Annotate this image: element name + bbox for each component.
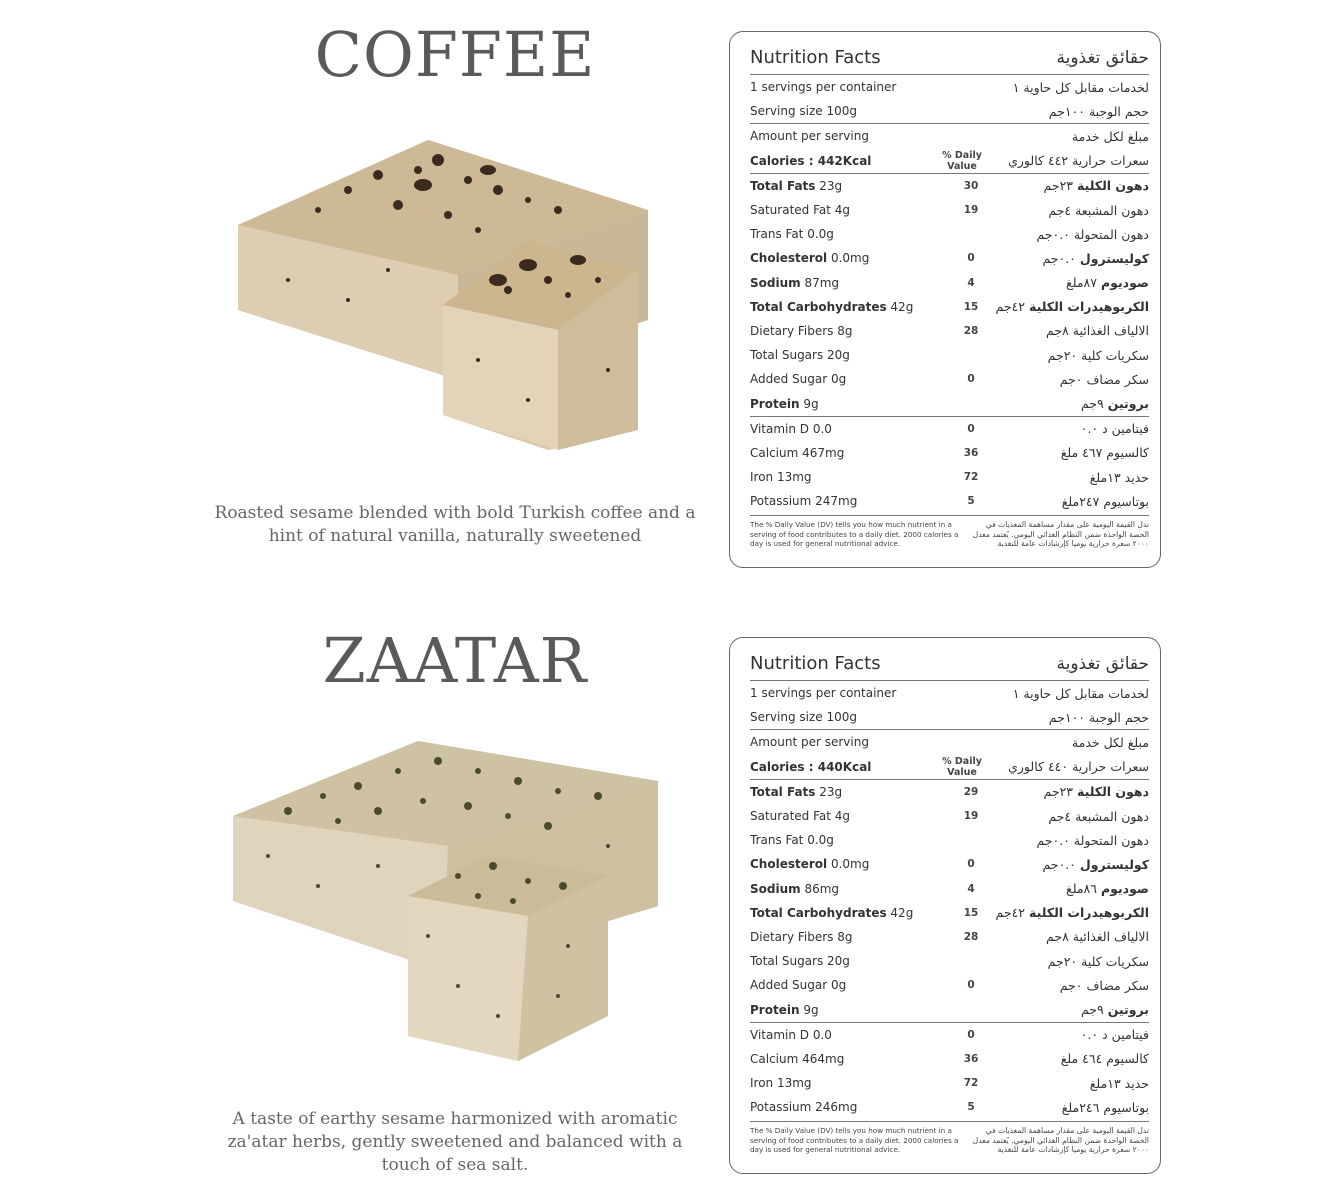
product-title: COFFEE (314, 18, 596, 91)
nutrient-value-ar: سكريات كلية ٢٠جم (1047, 953, 1149, 969)
nutrition-facts-panel (729, 31, 1161, 568)
daily-value: 36 (963, 446, 979, 459)
mineral-row (750, 1071, 1149, 1095)
daily-value: 15 (963, 300, 979, 313)
mineral-row (750, 489, 1149, 513)
daily-value: 0 (967, 373, 975, 386)
nutrient-name-en (750, 397, 819, 411)
serving-size-en: Serving size 100g (750, 104, 858, 119)
nutrient-row (750, 391, 1149, 415)
nutrient-value-en: Saturated Fat 4g (750, 809, 851, 824)
footnote-ar: تدل القيمة اليومية على مقدار مساهمة المغذيات في الحصة الواحدة ضمن النظام الغذائي اليومي. يُعتمد معدل ٢٠٠٠ سعرة حرارية يوميا كإرشادات عامة للتغذية (972, 1126, 1149, 1155)
nutrient-name-en (750, 882, 839, 896)
mineral-name-ar: فيتامين د ٠.٠ (1080, 1027, 1149, 1043)
nutrient-row (750, 901, 1149, 925)
nutrient-label-en: Sodium (750, 881, 801, 896)
nutrient-rows (750, 173, 1149, 416)
amount-row (750, 123, 1149, 148)
nutrient-value-en: 0.0mg (827, 857, 870, 872)
product-section-zaatar (0, 606, 1333, 1200)
nutrient-label-en: Protein (750, 396, 800, 411)
daily-value: 0 (967, 858, 975, 871)
nutrient-row (750, 877, 1149, 901)
nutrient-label-en: Protein (750, 1002, 800, 1017)
nutrient-value-ar: دهون المتحولة ٠.٠جم (1036, 226, 1149, 242)
nutrient-value-ar: ٢٣جم (1043, 178, 1078, 194)
nutrient-row (750, 852, 1149, 876)
nutrient-name-ar (1036, 227, 1149, 242)
mineral-row (750, 441, 1149, 465)
serving-size-ar: حجم الوجبة ١٠٠جم (1048, 709, 1149, 725)
mineral-row (750, 1095, 1149, 1119)
servings-row (750, 681, 1149, 705)
daily-value: 0 (967, 252, 975, 265)
mineral-name-ar: كالسيوم ٤٦٧ ملغ (1060, 445, 1149, 461)
nutrient-value-en: Total Sugars 20g (750, 348, 850, 363)
nutrient-value-ar: ٤٢جم (995, 299, 1030, 315)
nutrition-title-ar: حقائق تغذوية (1056, 48, 1149, 68)
nutrient-value-ar: ٠.٠جم (1042, 250, 1080, 266)
mineral-row (750, 1047, 1149, 1071)
nutrient-name-en (750, 276, 839, 290)
nutrient-row (750, 973, 1149, 997)
nutrient-row (750, 997, 1149, 1021)
mineral-row (750, 465, 1149, 489)
nutrient-value-en: 87mg (800, 275, 840, 290)
nutrient-label-ar: الكربوهيدرات الكلية (1029, 905, 1149, 921)
nutrient-value-en: Trans Fat 0.0g (750, 833, 834, 848)
nutrient-name-en (750, 809, 850, 823)
nutrient-name-ar (1048, 809, 1149, 824)
daily-value: 19 (963, 204, 979, 217)
nutrient-row (750, 173, 1149, 198)
nutrient-value-en: 23g (815, 178, 843, 193)
nutrient-name-en (750, 203, 850, 217)
nutrient-name-ar (1036, 833, 1149, 848)
nutrient-value-ar: ٨٦ملغ (1066, 881, 1101, 897)
nutrient-name-ar (1048, 348, 1149, 363)
nutrient-value-en: Total Sugars 20g (750, 954, 850, 969)
nutrient-name-en (750, 300, 913, 314)
nutrient-row (750, 779, 1149, 804)
nutrient-row (750, 828, 1149, 852)
daily-value: 36 (963, 1052, 979, 1065)
product-intro (200, 0, 710, 600)
nutrient-name-en (750, 785, 842, 799)
nutrition-header (750, 32, 1149, 75)
nutrient-name-ar (1046, 929, 1149, 944)
servings-row (750, 75, 1149, 99)
nutrient-row (750, 367, 1149, 391)
daily-value-header: % Daily Value (942, 149, 982, 172)
nutrient-label-ar: كوليسترول (1079, 856, 1149, 872)
daily-value: 4 (967, 882, 975, 895)
nutrient-name-ar (1048, 203, 1149, 218)
nutrient-name-en (750, 251, 869, 265)
mineral-name-en: Vitamin D 0.0 (750, 421, 832, 436)
nutrient-name-en (750, 833, 834, 847)
nutrient-name-ar (1044, 178, 1149, 193)
nutrient-rows (750, 779, 1149, 1022)
nutrient-value-en: 0.0mg (827, 251, 870, 266)
daily-value: 72 (963, 1077, 979, 1090)
serving-size-row (750, 99, 1149, 123)
nutrition-title-en: Nutrition Facts (750, 47, 881, 68)
mineral-name-en: Iron 13mg (750, 1076, 812, 1091)
nutrient-name-ar (1060, 978, 1149, 993)
amount-ar: مبلغ لكل خدمة (1071, 128, 1149, 144)
nutrient-name-ar (1046, 323, 1149, 338)
nutrient-value-en: 9g (799, 1002, 819, 1017)
nutrient-value-ar: ٨٧ملغ (1066, 275, 1101, 291)
calories-row (750, 755, 1149, 779)
mineral-name-en: Potassium 247mg (750, 494, 858, 509)
nutrient-label-ar: بروتين (1107, 396, 1149, 412)
nutrient-row (750, 198, 1149, 222)
nutrient-name-ar (1044, 784, 1149, 799)
daily-value: 30 (963, 179, 979, 192)
daily-value: 29 (963, 785, 979, 798)
nutrition-header (750, 638, 1149, 681)
nutrient-name-ar (1066, 881, 1149, 896)
daily-value-header: % Daily Value (942, 755, 982, 778)
nutrition-facts-panel (729, 637, 1161, 1174)
daily-value: 5 (967, 495, 975, 508)
nutrient-label-ar: كوليسترول (1079, 250, 1149, 266)
nutrient-row (750, 319, 1149, 343)
nutrient-name-ar (1060, 372, 1149, 387)
daily-value: 72 (963, 471, 979, 484)
daily-value: 4 (967, 276, 975, 289)
nutrient-label-ar: صوديوم (1100, 275, 1149, 291)
nutrient-label-en: Total Carbohydrates (750, 299, 887, 314)
nutrient-name-ar (1066, 275, 1149, 290)
nutrient-value-en: 86mg (800, 881, 840, 896)
nutrient-name-ar (1042, 857, 1149, 872)
daily-value: 0 (967, 979, 975, 992)
nutrient-name-en (750, 348, 850, 362)
nutrition-title-ar: حقائق تغذوية (1056, 654, 1149, 674)
nutrient-label-ar: دهون الكلية (1077, 178, 1149, 194)
nutrient-name-en (750, 1003, 819, 1017)
mineral-name-ar: حديد ١٣ملغ (1089, 469, 1149, 485)
amount-ar: مبلغ لكل خدمة (1071, 734, 1149, 750)
nutrient-value-en: Saturated Fat 4g (750, 203, 851, 218)
nutrient-value-en: Trans Fat 0.0g (750, 227, 834, 242)
nutrition-footnote (750, 515, 1149, 549)
nutrient-label-en: Cholesterol (750, 251, 828, 266)
servings-en: 1 servings per container (750, 686, 897, 701)
servings-en: 1 servings per container (750, 80, 897, 95)
nutrient-value-ar: الالياف الغذائية ٨جم (1046, 323, 1149, 339)
mineral-name-en: Calcium 464mg (750, 1051, 845, 1066)
amount-en: Amount per serving (750, 735, 869, 750)
nutrient-name-ar (1081, 396, 1149, 411)
nutrient-value-ar: الالياف الغذائية ٨جم (1046, 929, 1149, 945)
nutrient-value-ar: ٢٣جم (1043, 784, 1078, 800)
daily-value: 15 (963, 906, 979, 919)
nutrient-value-ar: سكريات كلية ٢٠جم (1047, 347, 1149, 363)
footnote-ar: تدل القيمة اليومية على مقدار مساهمة المغذيات في الحصة الواحدة ضمن النظام الغذائي اليومي. يُعتمد معدل ٢٠٠٠ سعرة حرارية يوميا كإرشادات عامة للتغذية (972, 520, 1149, 549)
nutrient-value-ar: سكر مضاف ٠جم (1059, 371, 1149, 387)
nutrient-value-ar: دهون المتحولة ٠.٠جم (1036, 832, 1149, 848)
nutrient-name-ar (1048, 954, 1149, 969)
servings-ar: لخدمات مقابل كل حاوية ١ (1012, 685, 1149, 701)
serving-size-row (750, 705, 1149, 729)
calories-row (750, 149, 1149, 173)
nutrient-value-en: 9g (799, 396, 819, 411)
nutrient-row (750, 222, 1149, 246)
halawa-coffee-image (228, 130, 678, 460)
nutrient-value-ar: دهون المشبعة ٤جم (1048, 202, 1149, 218)
nutrient-row (750, 246, 1149, 270)
daily-value: 0 (967, 422, 975, 435)
nutrient-label-en: Cholesterol (750, 857, 828, 872)
amount-row (750, 729, 1149, 754)
calories-ar: سعرات حرارية ٤٤٢ كالوري (1008, 153, 1149, 169)
mineral-row (750, 1022, 1149, 1047)
nutrient-name-ar (996, 299, 1149, 314)
nutrient-label-ar: بروتين (1107, 1002, 1149, 1018)
nutrient-name-en (750, 906, 913, 920)
nutrient-label-en: Total Carbohydrates (750, 905, 887, 920)
nutrient-label-en: Sodium (750, 275, 801, 290)
nutrient-name-en (750, 857, 869, 871)
daily-value: 0 (967, 1028, 975, 1041)
nutrient-row (750, 949, 1149, 973)
nutrient-name-ar (1042, 251, 1149, 266)
nutrient-label-en: Total Fats (750, 784, 816, 799)
mineral-name-en: Potassium 246mg (750, 1100, 858, 1115)
serving-size-ar: حجم الوجبة ١٠٠جم (1048, 103, 1149, 119)
nutrient-row (750, 925, 1149, 949)
nutrient-row (750, 271, 1149, 295)
daily-value: 19 (963, 810, 979, 823)
mineral-name-en: Vitamin D 0.0 (750, 1027, 832, 1042)
mineral-row (750, 416, 1149, 441)
servings-ar: لخدمات مقابل كل حاوية ١ (1012, 79, 1149, 95)
nutrient-value-en: 42g (886, 905, 914, 920)
nutrient-label-ar: صوديوم (1100, 881, 1149, 897)
halawa-zaatar-image (228, 736, 678, 1066)
nutrient-value-ar: ٤٢جم (995, 905, 1030, 921)
mineral-name-ar: كالسيوم ٤٦٤ ملغ (1060, 1051, 1149, 1067)
serving-size-en: Serving size 100g (750, 710, 858, 725)
product-title: ZAATAR (322, 624, 588, 697)
daily-value: 28 (963, 930, 979, 943)
calories-en: Calories : 442Kcal (750, 153, 872, 168)
nutrient-value-en: Dietary Fibers 8g (750, 929, 853, 944)
amount-en: Amount per serving (750, 129, 869, 144)
nutrient-name-en (750, 179, 842, 193)
calories-en: Calories : 440Kcal (750, 759, 872, 774)
nutrient-label-ar: دهون الكلية (1077, 784, 1149, 800)
nutrient-name-en (750, 324, 852, 338)
mineral-name-ar: حديد ١٣ملغ (1089, 1075, 1149, 1091)
nutrient-value-ar: ٠.٠جم (1042, 856, 1080, 872)
nutrient-value-en: 23g (815, 784, 843, 799)
nutrient-name-en (750, 978, 846, 992)
nutrient-value-ar: دهون المشبعة ٤جم (1048, 808, 1149, 824)
nutrient-label-ar: الكربوهيدرات الكلية (1029, 299, 1149, 315)
nutrient-name-en (750, 930, 852, 944)
nutrient-value-ar: سكر مضاف ٠جم (1059, 977, 1149, 993)
nutrient-row (750, 343, 1149, 367)
nutrient-value-ar: ٩جم (1080, 396, 1108, 412)
mineral-name-en: Iron 13mg (750, 470, 812, 485)
mineral-rows (750, 416, 1149, 514)
nutrient-name-ar (996, 905, 1149, 920)
mineral-name-en: Calcium 467mg (750, 445, 845, 460)
calories-ar: سعرات حرارية ٤٤٠ كالوري (1008, 759, 1149, 775)
footnote-en: The % Daily Value (DV) tells you how much nutrient in a serving of food contributes to a daily diet. 2000 calories a day is used for general nutritional advice. (750, 1126, 959, 1155)
nutrient-value-ar: ٩جم (1080, 1002, 1108, 1018)
daily-value: 28 (963, 324, 979, 337)
daily-value: 5 (967, 1101, 975, 1114)
nutrient-row (750, 804, 1149, 828)
nutrient-row (750, 295, 1149, 319)
mineral-name-ar: فيتامين د ٠.٠ (1080, 421, 1149, 437)
product-intro (200, 606, 710, 1200)
nutrient-label-en: Total Fats (750, 178, 816, 193)
nutrient-name-en (750, 954, 850, 968)
nutrient-name-en (750, 227, 834, 241)
product-description: Roasted sesame blended with bold Turkish coffee and a hint of natural vanilla, naturally sweetened (214, 503, 696, 546)
footnote-en: The % Daily Value (DV) tells you how much nutrient in a serving of food contributes to a daily diet. 2000 calories a day is used for general nutritional advice. (750, 520, 959, 549)
nutrient-name-en (750, 372, 846, 386)
nutrient-value-en: Added Sugar 0g (750, 372, 847, 387)
nutrient-name-ar (1081, 1002, 1149, 1017)
mineral-rows (750, 1022, 1149, 1120)
nutrient-value-en: 42g (886, 299, 914, 314)
product-description: A taste of earthy sesame harmonized with aromatic za'atar herbs, gently sweetened and balanced with a touch of sea salt. (227, 1109, 683, 1175)
mineral-name-ar: بوتاسيوم ٢٤٧ملغ (1061, 493, 1149, 509)
nutrition-footnote (750, 1121, 1149, 1155)
nutrient-value-en: Added Sugar 0g (750, 978, 847, 993)
mineral-name-ar: بوتاسيوم ٢٤٦ملغ (1061, 1099, 1149, 1115)
nutrient-value-en: Dietary Fibers 8g (750, 323, 853, 338)
nutrition-title-en: Nutrition Facts (750, 653, 881, 674)
